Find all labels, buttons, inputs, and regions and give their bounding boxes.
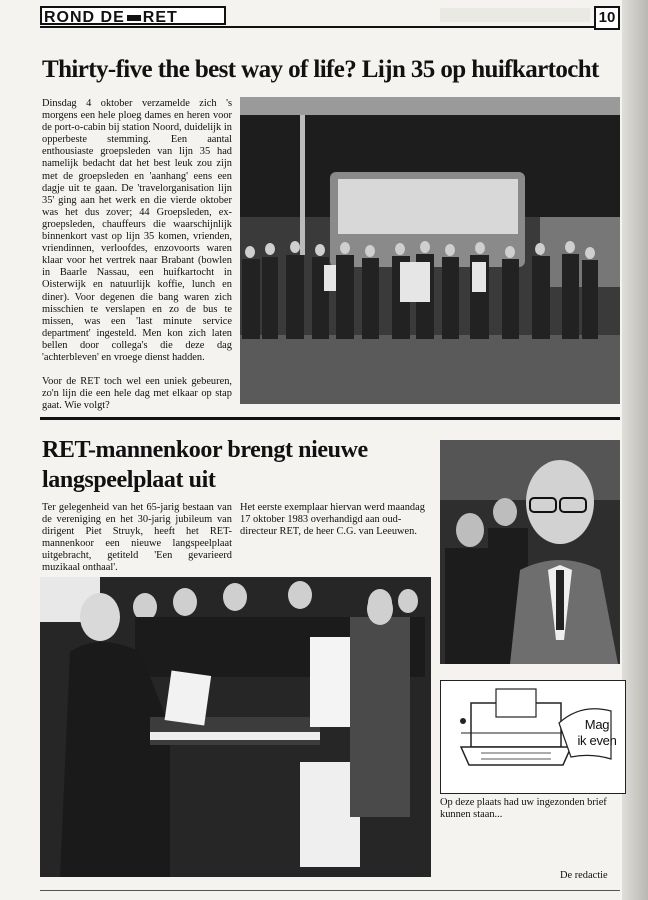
article1-text — [42, 98, 232, 412]
bus-group-photo — [240, 97, 620, 404]
masthead-notch — [127, 15, 141, 21]
sidebar-note: Op deze plaats had uw ingezonden brief kunnen staan... — [440, 797, 607, 821]
letters-box — [440, 680, 626, 794]
masthead-logo — [40, 6, 226, 25]
bleed-through-text — [440, 8, 590, 22]
page-number: 10 — [594, 6, 620, 30]
typewriter-caption — [571, 717, 623, 749]
article1-paragraph2: Voor de RET toch wel een uniek gebeuren, zo'n lijn die een hele dag met elkaar op stap gaat. Wie volgt? — [42, 376, 232, 412]
article2-headline — [42, 435, 368, 495]
article2-column2: Het eerste exemplaar hiervan werd maandag 17 oktober 1983 overhandigd aan oud-directeur RET, de heer C.G. van Leeuwen. — [240, 502, 425, 538]
editorial-signature: De redactie — [560, 870, 608, 881]
article1-paragraph1: Dinsdag 4 oktober verzamelde zich 's morgens een hele ploeg dames en heren voor de port-o-cabin bij station Noord, duidelijk in opperbeste stemming. Een aantal enthousiaste groepsleden van lijn 35 had namelijk bedacht dat het best leuk zou zijn met de groepsleden en 'aanhang' eens een dagje uit te gaan. De 'travelorganisation lijn 35' ging aan het werk en die vierde oktober was het dus zover; 44 Groepsleden, ex-groepsleden, chauffeurs die waarschijnlijk binnenkort vast op lijn 35 komen, vrienden, vriendinnen, verloofdes, enzovoorts waren klaar voor het vertrek naar Brabant (bowlen in Baarle Nassau, een huifkartocht in Oisterwijk en natuurlijk koffie, lunch en diner). Voor degenen die bang waren zich misschien te verslapen en zo de bus te missen, was een 'last minute service department' ingesteld. Men kon zich laten bellen door collega's die deze dag 'achterbleven' en vroege dienst hadden. — [42, 98, 232, 363]
section-divider — [40, 417, 620, 420]
typewriter-caption-line2: ik even — [577, 733, 617, 748]
top-rule — [40, 26, 620, 28]
typewriter-caption-line1: Mag — [584, 717, 610, 732]
masthead-left: ROND DE — [44, 9, 125, 26]
article2-column1: Ter gelegenheid van het 65-jarig bestaan van de vereniging en het 30-jarig jubileum van dirigent Piet Struyk, heeft het RET-mannenkoor een nieuwe langspeelplaat uitgebracht, getiteld 'Een gevarieerd muzikaal onthaal'. — [42, 502, 232, 574]
article2-headline-line2: langspeelplaat uit — [42, 467, 216, 493]
bottom-rule — [40, 890, 620, 891]
director-portrait-photo — [440, 440, 620, 664]
choir-piano-photo — [40, 577, 431, 877]
article1-headline: Thirty-five the best way of life? Lijn 35 op huifkartocht — [42, 56, 599, 83]
article2-headline-line1: RET-mannenkoor brengt nieuwe — [42, 437, 368, 463]
masthead-right: RET — [142, 9, 178, 26]
